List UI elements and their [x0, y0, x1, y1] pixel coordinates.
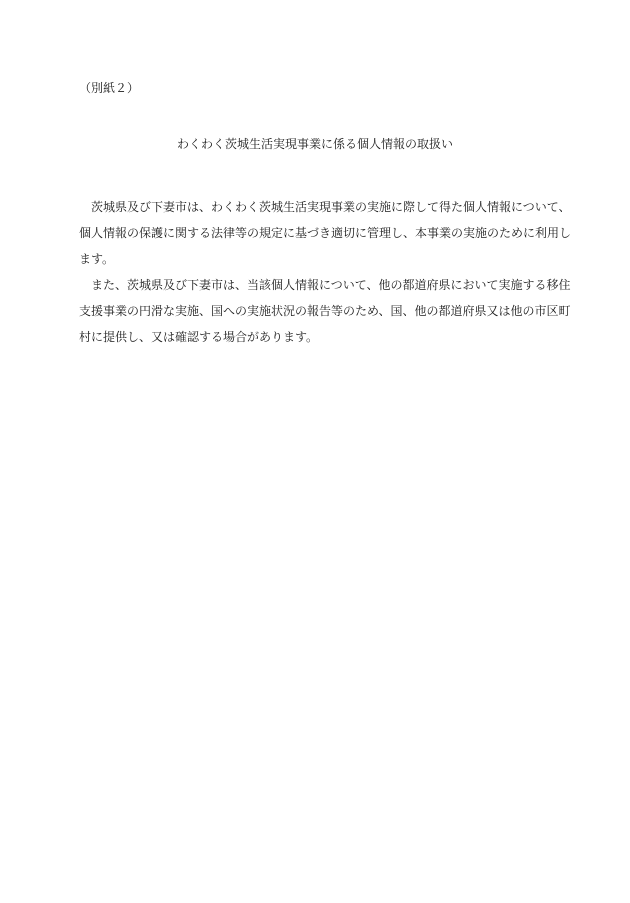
- body-line-1: 茨城県及び下妻市は、わくわく茨城生活実現事業の実施に際して得た個人情報について、: [91, 200, 571, 214]
- body-line-6: 村に提供し、又は確認する場合があります。: [79, 330, 319, 344]
- document-title: わくわく茨城生活実現事業に係る個人情報の取扱い: [176, 137, 453, 151]
- annex-label: （別紙２）: [79, 81, 140, 95]
- body-line-5: 支援事業の円滑な実施、国への実施状況の報告等のため、国、他の都道府県又は他の市区町: [79, 304, 571, 318]
- body-line-2: 個人情報の保護に関する法律等の規定に基づき適切に管理し、本事業の実施のために利用し: [79, 226, 572, 240]
- body-line-3: ます。: [79, 252, 115, 266]
- body-line-4: また、茨城県及び下妻市は、当該個人情報について、他の都道府県において実施する移住: [91, 278, 571, 292]
